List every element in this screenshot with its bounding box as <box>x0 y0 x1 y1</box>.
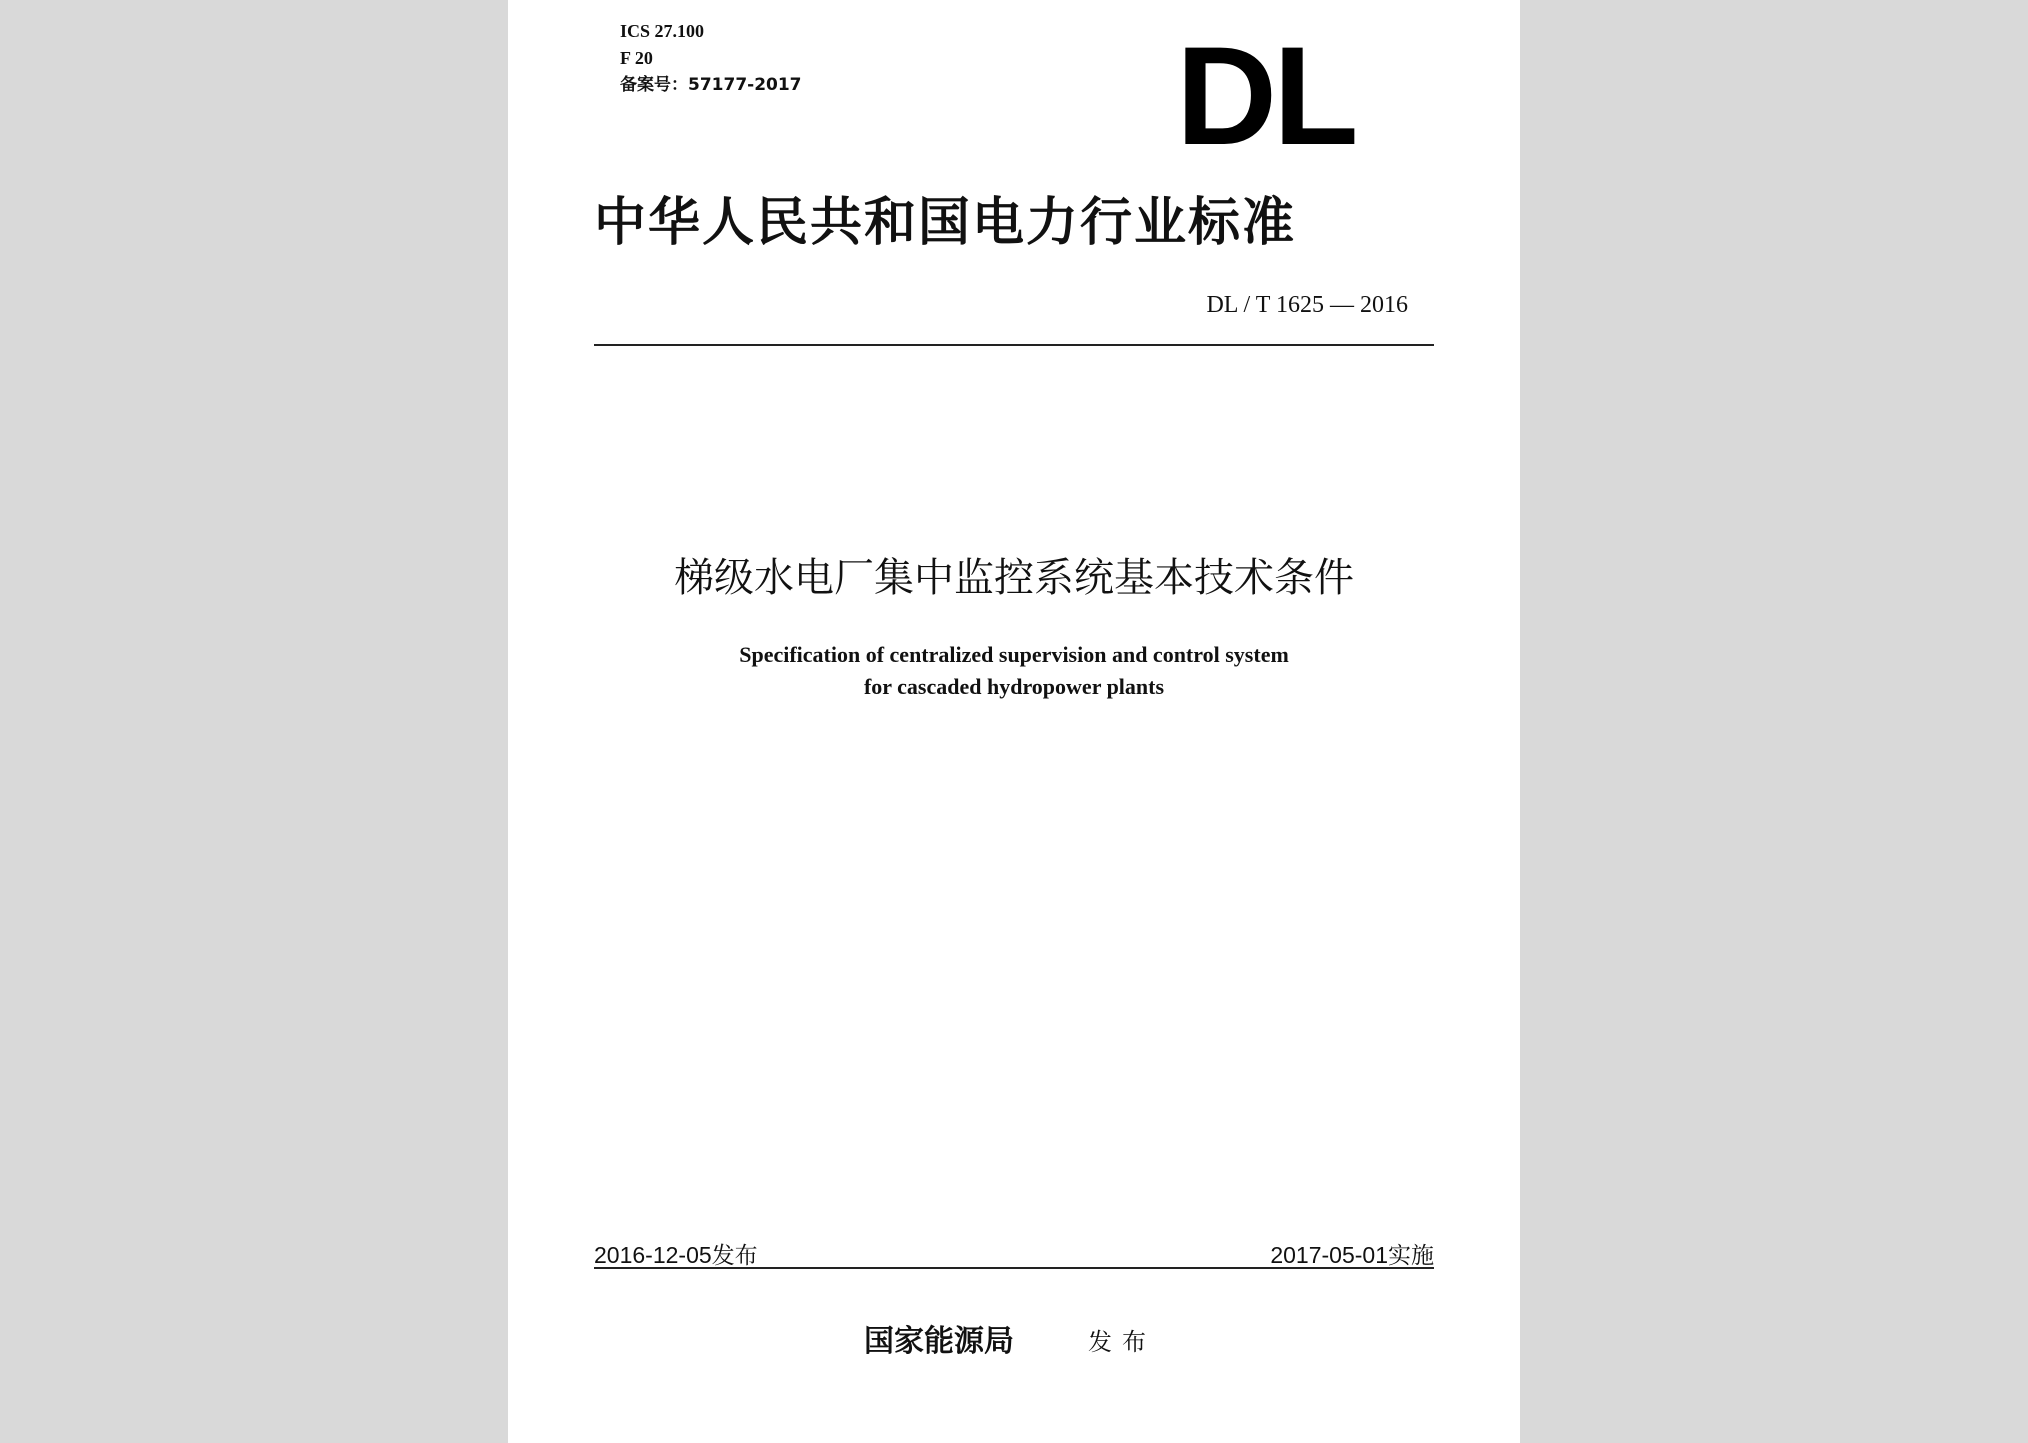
issuing-authority: 国家能源局 <box>864 1324 1014 1359</box>
ccs-code: F 20 <box>620 48 653 68</box>
dl-logo <box>1176 17 1359 174</box>
dl-logo-d: D <box>1176 17 1274 174</box>
english-title-line-1: Specification of centralized supervision and control system <box>739 642 1289 667</box>
record-number: 备案号：57177-2017 <box>620 75 802 95</box>
standard-number: DL / T 1625 — 2016 <box>1206 292 1408 318</box>
chinese-title: 梯级水电厂集中监控系统基本技术条件 <box>674 555 1354 601</box>
footer-divider <box>594 1267 1434 1269</box>
ics-code: ICS 27.100 <box>620 21 705 41</box>
dl-logo-l: L <box>1273 17 1359 174</box>
issue-date: 2016-12-05发布 <box>594 1242 758 1268</box>
publisher-line: 中华人民共和国电力行业标准 <box>594 192 1297 253</box>
implementation-date: 2017-05-01实施 <box>1270 1242 1434 1268</box>
header-divider <box>594 344 1434 346</box>
issue-label: 发布 <box>1088 1328 1156 1356</box>
document-page <box>508 0 1520 1443</box>
english-title-line-2: for cascaded hydropower plants <box>863 674 1165 699</box>
